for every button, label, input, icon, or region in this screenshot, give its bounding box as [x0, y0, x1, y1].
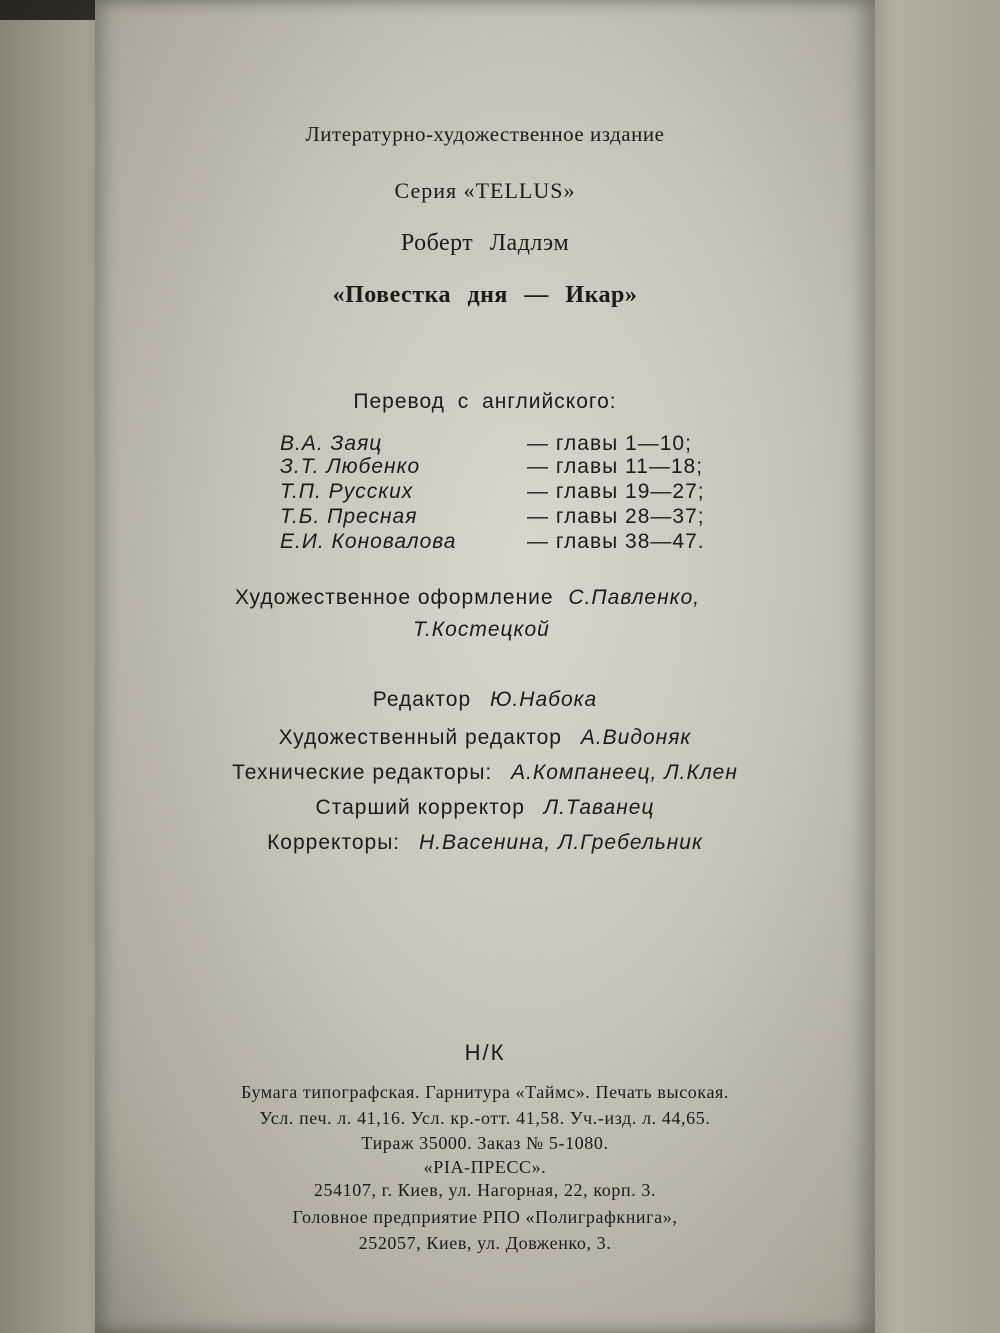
imprint-line: Тираж 35000. Заказ № 5-1080.: [361, 1133, 609, 1153]
design-credit: [235, 586, 700, 610]
design-label: Художественное оформление: [235, 586, 554, 609]
translator-chapters: — главы 11—18;: [527, 455, 704, 478]
staff-role: Художественный редактор: [278, 726, 562, 749]
book-page: [95, 0, 875, 1333]
translator-chapters: — главы 19—27;: [527, 480, 705, 503]
staff-names: А.Видоняк: [580, 726, 692, 749]
series-title: Серия «TELLUS»: [394, 178, 576, 203]
staff-row: [95, 726, 875, 750]
translator-chapters: — главы 38—47.: [527, 530, 705, 553]
staff-row: [95, 831, 875, 855]
edition-type: Литературно-художественное издание: [305, 122, 665, 146]
imprint-line: Бумага типографская. Гарнитура «Таймс». Печать высокая.: [240, 1082, 730, 1102]
design-name-2: Т.Костецкой: [413, 618, 550, 641]
imprint-line: Усл. печ. л. 41,16. Усл. кр.-отт. 41,58. Уч.-изд. л. 44,65.: [259, 1108, 711, 1128]
imprint-line: 254107, г. Киев, ул. Нагорная, 22, корп. 3.: [313, 1180, 657, 1200]
design-name-1: С.Павленко,: [568, 586, 701, 609]
staff-names: Н.Васенина, Л.Гребельник: [418, 831, 703, 854]
translator-chapters: — главы 28—37;: [527, 505, 705, 528]
book-title: «Повестка дня — Икар»: [332, 282, 638, 308]
staff-role: Корректоры:: [267, 831, 401, 854]
translation-heading: Перевод с английского:: [353, 390, 617, 413]
imprint-line: 252057, Киев, ул. Довженко, 3.: [358, 1233, 612, 1253]
staff-row: [95, 688, 875, 712]
staff-role: Редактор: [372, 688, 472, 711]
translator-name: Т.Б. Пресная: [280, 505, 418, 528]
staff-role: Старший корректор: [315, 796, 525, 819]
imprint-line: Головное предприятие РПО «Полиграфкнига»,: [292, 1207, 678, 1227]
imprint-mark: Н/К: [464, 1040, 506, 1065]
staff-names: А.Компанеец, Л.Клен: [511, 761, 738, 784]
imprint-line: «PIA-ПРЕСС».: [423, 1157, 547, 1177]
author-name: Роберт Ладлэм: [400, 230, 570, 256]
staff-names: Л.Таванец: [543, 796, 655, 819]
translator-name: Е.И. Коновалова: [280, 530, 457, 553]
staff-role: Технические редакторы:: [232, 761, 493, 784]
translator-chapters: — главы 1—10;: [527, 432, 692, 455]
translator-name: В.А. Заяц: [280, 432, 383, 455]
translator-name: З.Т. Любенко: [280, 455, 421, 478]
translator-name: Т.П. Русских: [280, 480, 414, 503]
staff-names: Ю.Набока: [490, 688, 598, 711]
staff-row: [95, 796, 875, 820]
staff-row: [95, 761, 875, 785]
